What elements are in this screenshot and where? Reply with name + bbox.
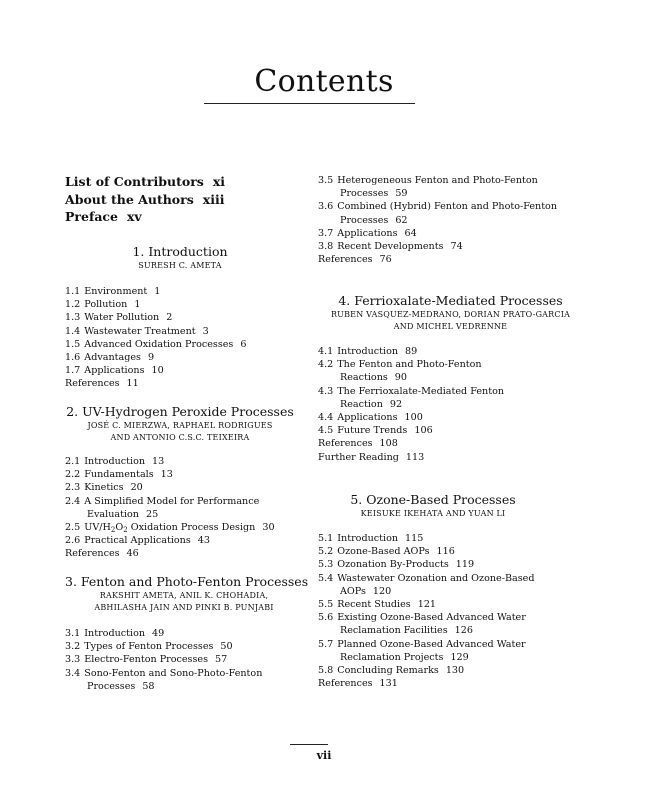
toc-entry[interactable]: 3.6 Combined (Hybrid) Fenton and Photo-Fenton xyxy=(318,201,558,213)
chapter-3-heading xyxy=(65,573,309,614)
chapter-title[interactable]: 4. Ferrioxalate-Mediated Processes xyxy=(338,293,563,308)
toc-entry[interactable]: 3.2 Types of Fenton Processes 50 xyxy=(65,641,233,653)
toc-tail-entry[interactable]: References 76 xyxy=(318,254,392,266)
chapter-5-entries xyxy=(318,532,535,690)
toc-entry[interactable]: 4.5 Future Trends 106 xyxy=(318,425,433,437)
toc-entry[interactable]: 5.1 Introduction 115 xyxy=(318,533,424,544)
toc-entry[interactable]: 1.7 Applications 10 xyxy=(65,365,164,377)
chapter-3-entries-part-2 xyxy=(318,174,557,266)
chapter-authors: SURESH C. AMETA xyxy=(138,261,222,270)
toc-entry[interactable]: 5.3 Ozonation By-Products 119 xyxy=(318,559,475,571)
chapter-authors: ABHILASHA JAIN AND PINKI B. PUNJABI xyxy=(94,603,274,612)
chapter-title[interactable]: 2. UV-Hydrogen Peroxide Processes xyxy=(66,404,294,419)
chapter-2-entries xyxy=(65,455,275,561)
chapter-4-entries xyxy=(318,345,504,464)
toc-entry[interactable]: 1.2 Pollution 1 xyxy=(65,299,141,311)
chapter-authors: RAKSHIT AMETA, ANIL K. CHOHADIA, xyxy=(99,591,269,600)
toc-entry-continuation[interactable]: Reaction 92 xyxy=(340,398,403,410)
chapter-5-heading xyxy=(318,491,548,520)
front-matter-list xyxy=(65,173,225,226)
chapter-authors: KEISUKE IKEHATA AND YUAN LI xyxy=(360,509,506,518)
toc-entry[interactable]: 3.3 Electro-Fenton Processes 57 xyxy=(65,654,228,666)
toc-entry[interactable]: 3.5 Heterogeneous Fenton and Photo-Fenton xyxy=(318,175,538,186)
toc-entry[interactable]: 2.6 Practical Applications 43 xyxy=(65,535,210,547)
toc-front-item[interactable]: List of Contributors xi xyxy=(65,174,226,189)
toc-entry[interactable]: 3.8 Recent Developments 74 xyxy=(318,241,463,253)
toc-tail-entry[interactable]: References 108 xyxy=(318,438,398,450)
toc-entry[interactable]: 2.5 $UV/H_2O_2$ Oxidation Process Design 30 xyxy=(65,522,275,535)
toc-entry[interactable]: 1.3 Water Pollution 2 xyxy=(65,312,173,324)
toc-entry[interactable]: 3.1 Introduction 49 xyxy=(65,628,165,639)
toc-tail-entry[interactable]: References 46 xyxy=(65,548,139,560)
toc-entry-continuation[interactable]: Reactions 90 xyxy=(340,372,408,384)
toc-entry[interactable]: 2.2 Fundamentals 13 xyxy=(65,469,173,481)
toc-entry-continuation[interactable]: AOPs 120 xyxy=(340,585,392,597)
toc-entry[interactable]: 1.6 Advantages 9 xyxy=(65,352,155,364)
toc-front-item[interactable]: About the Authors xiii xyxy=(65,191,225,207)
toc-entry[interactable]: 2.1 Introduction 13 xyxy=(65,456,165,467)
toc-entry[interactable]: 3.4 Sono-Fenton and Sono-Photo-Fenton xyxy=(65,667,263,679)
toc-entry-continuation[interactable]: Reclamation Projects 129 xyxy=(340,651,469,663)
toc-entry[interactable]: 2.3 Kinetics 20 xyxy=(65,482,143,494)
toc-entry[interactable]: 5.5 Recent Studies 121 xyxy=(318,599,437,611)
chapter-title[interactable]: 5. Ozone-Based Processes xyxy=(350,492,516,507)
chapter-title[interactable]: 1. Introduction xyxy=(132,244,228,259)
toc-entry[interactable]: 4.3 The Ferrioxalate-Mediated Fenton xyxy=(318,385,505,397)
toc-front-item[interactable]: Preface xv xyxy=(65,209,142,224)
toc-entry-continuation[interactable]: Reclamation Facilities 126 xyxy=(340,625,473,637)
toc-entry[interactable]: 4.4 Applications 100 xyxy=(318,412,423,424)
title-rule xyxy=(204,103,415,104)
toc-entry[interactable]: 5.2 Ozone-Based AOPs 116 xyxy=(318,546,455,558)
chapter-4-heading xyxy=(318,292,583,333)
toc-tail-entry[interactable]: Further Reading 113 xyxy=(318,451,425,463)
toc-entry[interactable]: 4.1 Introduction 89 xyxy=(318,346,418,357)
chapter-3-entries-part-1 xyxy=(65,627,262,693)
toc-entry[interactable]: 1.5 Advanced Oxidation Processes 6 xyxy=(65,338,247,350)
folio-rule xyxy=(290,744,328,745)
chapter-2-heading xyxy=(65,403,295,444)
toc-tail-entry[interactable]: References 11 xyxy=(65,378,139,390)
toc-entry[interactable]: 1.4 Wastewater Treatment 3 xyxy=(65,325,209,337)
chapter-1-entries xyxy=(65,285,246,391)
toc-entry-continuation[interactable]: Processes 59 xyxy=(340,188,408,200)
toc-entry-continuation[interactable]: Evaluation 25 xyxy=(87,508,159,520)
toc-entry[interactable]: 4.2 The Fenton and Photo-Fenton xyxy=(318,359,482,371)
toc-entry[interactable]: 5.7 Planned Ozone-Based Advanced Water xyxy=(318,638,526,650)
chapter-authors: JOSÉ C. MIERZWA, RAPHAEL RODRIGUES xyxy=(87,421,273,430)
toc-entry-continuation[interactable]: Processes 62 xyxy=(340,214,408,226)
page-title: Contents xyxy=(254,64,394,99)
toc-entry[interactable]: 2.4 A Simplified Model for Performance xyxy=(65,495,260,507)
chapter-authors: RUBEN VASQUEZ-MEDRANO, DORIAN PRATO-GARCIA xyxy=(330,310,571,319)
toc-tail-entry[interactable]: References 131 xyxy=(318,678,398,690)
chapter-authors: AND MICHEL VEDRENNE xyxy=(393,322,508,331)
chapter-authors: AND ANTONIO C.S.C. TEIXEIRA xyxy=(110,433,250,442)
toc-entry[interactable]: 5.8 Concluding Remarks 130 xyxy=(318,665,465,677)
chapter-title[interactable]: 3. Fenton and Photo-Fenton Processes xyxy=(65,574,309,589)
toc-entry[interactable]: 1.1 Environment 1 xyxy=(65,286,161,297)
chapter-1-heading xyxy=(65,243,295,272)
page-number: vii xyxy=(316,749,332,762)
toc-entry[interactable]: 5.4 Wastewater Ozonation and Ozone-Based xyxy=(318,572,535,584)
toc-entry[interactable]: 5.6 Existing Ozone-Based Advanced Water xyxy=(318,612,526,624)
toc-entry-continuation[interactable]: Processes 58 xyxy=(87,680,155,692)
toc-entry[interactable]: 3.7 Applications 64 xyxy=(318,227,417,239)
